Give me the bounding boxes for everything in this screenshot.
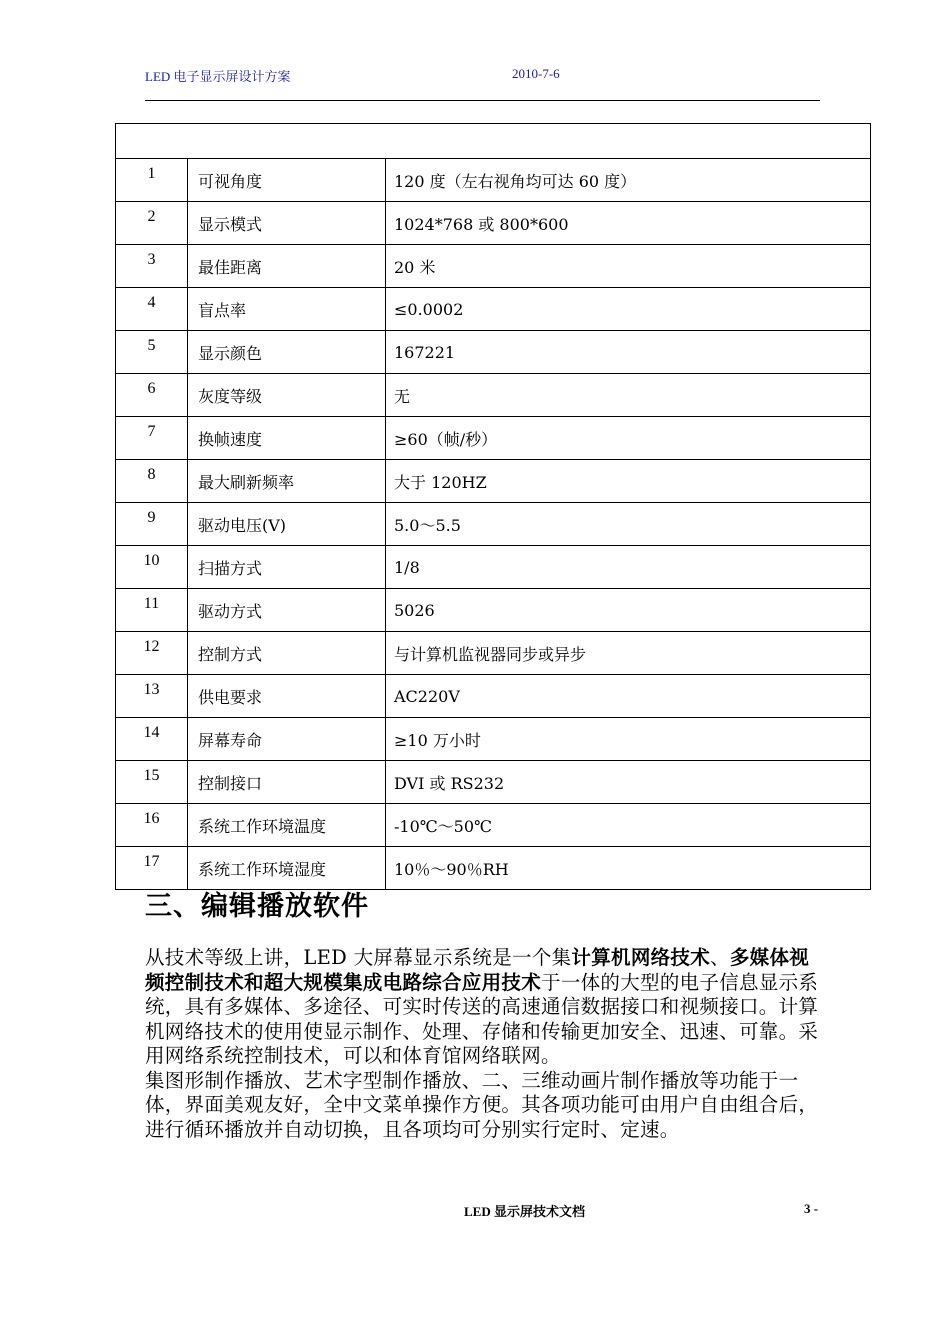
spec-value: ≤0.0002: [386, 288, 871, 331]
spec-value: 1024*768 或 800*600: [386, 202, 871, 245]
row-number: 11: [116, 589, 188, 632]
table-row: [116, 288, 871, 331]
spec-value: AC220V: [386, 675, 871, 718]
row-number: 1: [116, 159, 188, 202]
table-row: [116, 675, 871, 718]
row-number: 4: [116, 288, 188, 331]
spec-value: 与计算机监视器同步或异步: [386, 632, 871, 675]
table-row: [116, 761, 871, 804]
table-row: [116, 718, 871, 761]
row-number: 13: [116, 675, 188, 718]
section-title: 三、编辑播放软件: [145, 891, 369, 922]
table-row: [116, 546, 871, 589]
spec-name: 灰度等级: [188, 374, 386, 417]
spec-table: [115, 123, 871, 890]
spec-value: 20 米: [386, 245, 871, 288]
paragraph-1-text-a: 从技术等级上讲，LED 大屏幕显示系统是一个集: [145, 946, 572, 969]
spec-name: 盲点率: [188, 288, 386, 331]
spec-value: 5026: [386, 589, 871, 632]
spec-value: 无: [386, 374, 871, 417]
spec-value: ≥10 万小时: [386, 718, 871, 761]
spec-value: 10％～90％RH: [386, 847, 871, 890]
spec-name: 驱动方式: [188, 589, 386, 632]
row-number: 3: [116, 245, 188, 288]
spec-name: 驱动电压(V): [188, 503, 386, 546]
spec-name: 可视角度: [188, 159, 386, 202]
table-row: [116, 503, 871, 546]
spec-name: 屏幕寿命: [188, 718, 386, 761]
spec-name: 控制方式: [188, 632, 386, 675]
paragraph-2: 集图形制作播放、艺术字型制作播放、二、三维动画片制作播放等功能于一体，界面美观友好，全中文菜单操作方便。其各项功能可由用户自由组合后，进行循环播放并自动切换，且各项均可分别实行定时、定速。: [145, 1068, 819, 1141]
body-text: [145, 946, 825, 1142]
table-row: [116, 159, 871, 202]
row-number: 17: [116, 847, 188, 890]
spec-name: 系统工作环境温度: [188, 804, 386, 847]
paragraph-1-bold-b: 多媒体视频控制技术和超大规模集成电路综合应用技术: [145, 946, 810, 994]
row-number: 16: [116, 804, 188, 847]
paragraph-1-sep: 、: [710, 946, 730, 969]
spec-name: 最佳距离: [188, 245, 386, 288]
footer-page-number: 3 -: [804, 1201, 819, 1216]
paragraph-1-bold-a: 计算机网络技术: [571, 946, 711, 969]
spec-value: ≥60（帧/秒）: [386, 417, 871, 460]
table-row: [116, 245, 871, 288]
table-row: [116, 374, 871, 417]
row-number: 2: [116, 202, 188, 245]
spec-value: 大于 120HZ: [386, 460, 871, 503]
row-number: 10: [116, 546, 188, 589]
row-number: 9: [116, 503, 188, 546]
spec-name: 显示模式: [188, 202, 386, 245]
spec-name: 扫描方式: [188, 546, 386, 589]
spec-value: 167221: [386, 331, 871, 374]
table-header-row: [116, 124, 871, 159]
table-row: [116, 632, 871, 675]
table-row: [116, 202, 871, 245]
footer-title: LED 显示屏技术文档: [464, 1204, 585, 1219]
paragraph-1-text-b: 于一体的大型的电子信息显示系统，具有多媒体、多途径、可实时传送的高速通信数据接口和视频接口。计算机网络技术的使用使显示制作、处理、存储和传输更加安全、迅速、可靠。采用网络系统控制技术，可以和体育馆网络联网。: [145, 970, 819, 1067]
row-number: 15: [116, 761, 188, 804]
spec-name: 最大刷新频率: [188, 460, 386, 503]
spec-name: 系统工作环境湿度: [188, 847, 386, 890]
spec-value: -10℃～50℃: [386, 804, 871, 847]
spec-value: 5.0～5.5: [386, 503, 871, 546]
header-date: 2010-7-6: [512, 66, 560, 81]
paragraph-1: [145, 946, 825, 1069]
spec-value: 1/8: [386, 546, 871, 589]
spec-name: 控制接口: [188, 761, 386, 804]
spec-value: DVI 或 RS232: [386, 761, 871, 804]
table-row: [116, 331, 871, 374]
header-title: LED 电子显示屏设计方案: [145, 69, 291, 84]
spec-value: 120 度（左右视角均可达 60 度）: [386, 159, 871, 202]
table-row: [116, 589, 871, 632]
row-number: 14: [116, 718, 188, 761]
header-rule: [145, 100, 820, 101]
row-number: 5: [116, 331, 188, 374]
spec-name: 显示颜色: [188, 331, 386, 374]
page-header: [145, 66, 820, 86]
table-row: [116, 417, 871, 460]
row-number: 8: [116, 460, 188, 503]
table-row: [116, 460, 871, 503]
row-number: 6: [116, 374, 188, 417]
row-number: 7: [116, 417, 188, 460]
row-number: 12: [116, 632, 188, 675]
table-row: [116, 804, 871, 847]
spec-name: 供电要求: [188, 675, 386, 718]
spec-name: 换帧速度: [188, 417, 386, 460]
